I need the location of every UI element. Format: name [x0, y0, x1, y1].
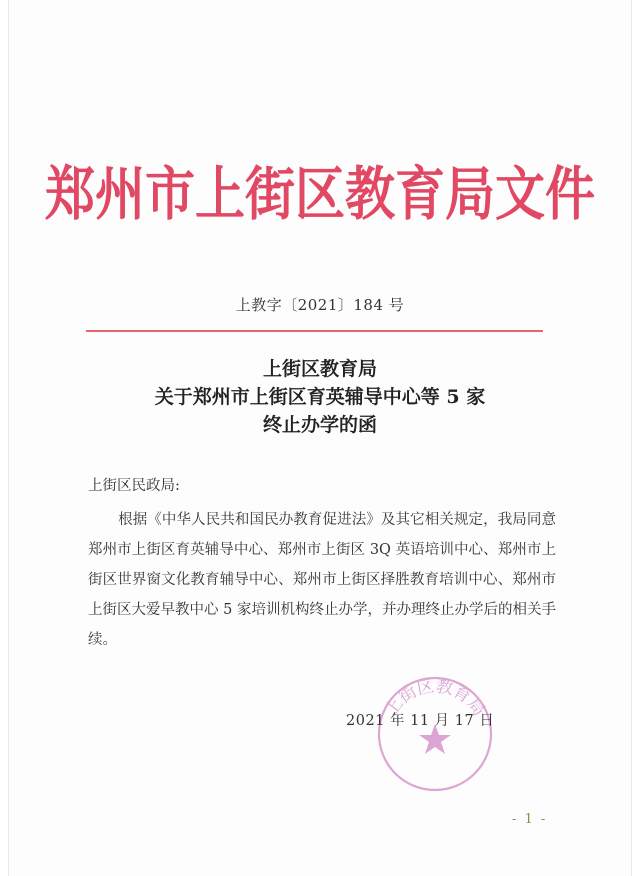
masthead-title: 郑州市上街区教育局文件: [45, 159, 595, 228]
title-line-2: 关于郑州市上街区育英辅导中心等 5 家: [154, 386, 486, 408]
issue-date: 2021 年 11 月 17 日: [346, 713, 495, 729]
document-number: 上教字〔2021〕184 号: [235, 296, 405, 314]
seal-text-path: 上街区教育局: [381, 676, 489, 721]
title-line-3: 终止办学的函: [262, 414, 377, 436]
document-page: [8, 0, 632, 876]
official-seal-icon: [365, 672, 505, 794]
body-text-content: 根据《中华人民共和国民办教育促进法》及其它相关规定，我局同意郑州市上街区育英辅导中心、郑州市上街区 3Q 英语培训中心、郑州市上街区世界窗文化教育辅导中心、郑州市上街区择胜教育培训中心、郑州市上街区大爱早教中心 5 家培训机构终止办学，并办理终止办学后的相关手续。: [88, 512, 556, 648]
title-line-1: 上街区教育局: [262, 358, 377, 380]
page-number: - 1 -: [512, 812, 548, 827]
addressee: 上街区民政局:: [88, 478, 180, 494]
red-divider-line: [86, 330, 543, 332]
body-paragraph: [88, 505, 556, 655]
